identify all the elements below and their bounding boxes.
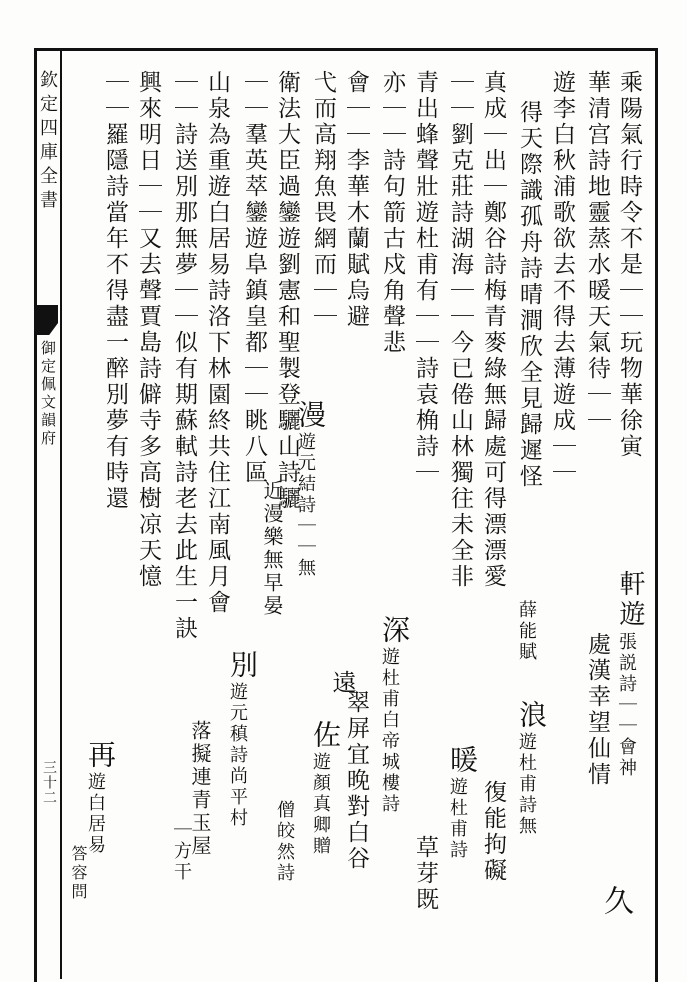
headword: 漫 <box>294 400 327 431</box>
text-column: 翠屏宜晚對白谷 <box>343 690 369 872</box>
headword: 別 <box>226 650 259 681</box>
text-column: 處漢幸望仙情 <box>584 632 610 788</box>
headword: 遠 <box>328 670 356 697</box>
book-title: 御定佩文韻府 <box>39 340 57 448</box>
text-column: ｜｜羣英萃鑾遊阜鎮皇都｜｜眺八區 <box>241 70 267 486</box>
text-column: 華清宫詩地靈蒸水暖天氣待｜｜ <box>584 70 610 434</box>
page-number: 三十二 <box>41 760 57 805</box>
text-column: 興來明日｜｜又去聲賈島詩僻寺多高樹凉天憶 <box>135 70 161 590</box>
text-column: 遊杜甫詩 <box>447 777 468 861</box>
text-column: 遊杜甫詩無 <box>516 732 537 837</box>
text-column: 近漫樂無早晏 <box>260 480 284 618</box>
text-column: 遊李白秋浦歌欲去不得去薄遊成｜｜ <box>549 70 575 486</box>
collection-title: 欽定四庫全書 <box>37 70 58 214</box>
text-column: 遊元稹詩尚平村 <box>227 682 248 829</box>
text-column: ｜方干 <box>171 820 192 883</box>
headword: 佐 <box>309 720 342 751</box>
text-column: 僧皎然詩 <box>274 800 295 884</box>
text-column: 復能拘礙 <box>480 780 506 884</box>
headword: 深 <box>378 615 411 646</box>
text-column: 弋而高翔魚畏網而｜｜ <box>310 70 336 330</box>
text-column: ｜｜羅隱詩當年不得盡一醉別夢有時還 <box>102 70 128 512</box>
text-column: 薛能賦 <box>516 600 537 663</box>
text-column: 衛法大臣過鑾遊劉憲和聖製登驪山詩驪 <box>274 70 300 512</box>
text-column: 真成｜出｜鄭谷詩梅青麥綠無歸處可得漂漂愛 <box>480 70 506 590</box>
text-column: 青出蜂聲壯遊杜甫有｜｜詩袁桷詩｜ <box>412 70 438 486</box>
headword: 遊 <box>615 600 645 629</box>
text-column: 亦｜｜詩句箭古戍角聲悲 <box>379 70 405 356</box>
headword: 暖 <box>446 745 479 776</box>
text-column: 山泉為重遊白居易詩洛下林園終共住江南風月會 <box>204 70 230 616</box>
text-column: 張説詩｜｜會神 <box>616 632 637 779</box>
text-column: 遊元結詩｜｜無 <box>295 432 316 579</box>
text-column: 草芽既 <box>412 835 438 913</box>
text-column: 落擬連青玉屋 <box>188 720 212 858</box>
text-column: 會｜｜李華木蘭賦烏避 <box>343 70 369 330</box>
text-column: 遊杜甫白帝城樓詩 <box>379 647 400 815</box>
text-column: ｜｜詩送別那無夢｜｜似有期蘇軾詩老去此生一訣 <box>171 70 197 642</box>
text-column: 得天際識孤舟詩晴澗欣全見歸遲怪 <box>516 100 542 490</box>
text-column: 遊顏真卿贈 <box>310 752 331 857</box>
text-column: 遊白居易 <box>85 772 106 856</box>
text-column: 乘陽氣行時令不是｜｜玩物華徐寅 <box>616 70 642 460</box>
headword: 久 <box>598 885 633 918</box>
headword: 軒 <box>615 570 645 599</box>
headword: 浪 <box>515 700 548 731</box>
text-column: 答容問 <box>69 845 88 902</box>
headword: 再 <box>84 740 117 771</box>
text-column: ｜｜劉克莊詩湖海｜｜今已倦山林獨往未全非 <box>447 70 473 590</box>
